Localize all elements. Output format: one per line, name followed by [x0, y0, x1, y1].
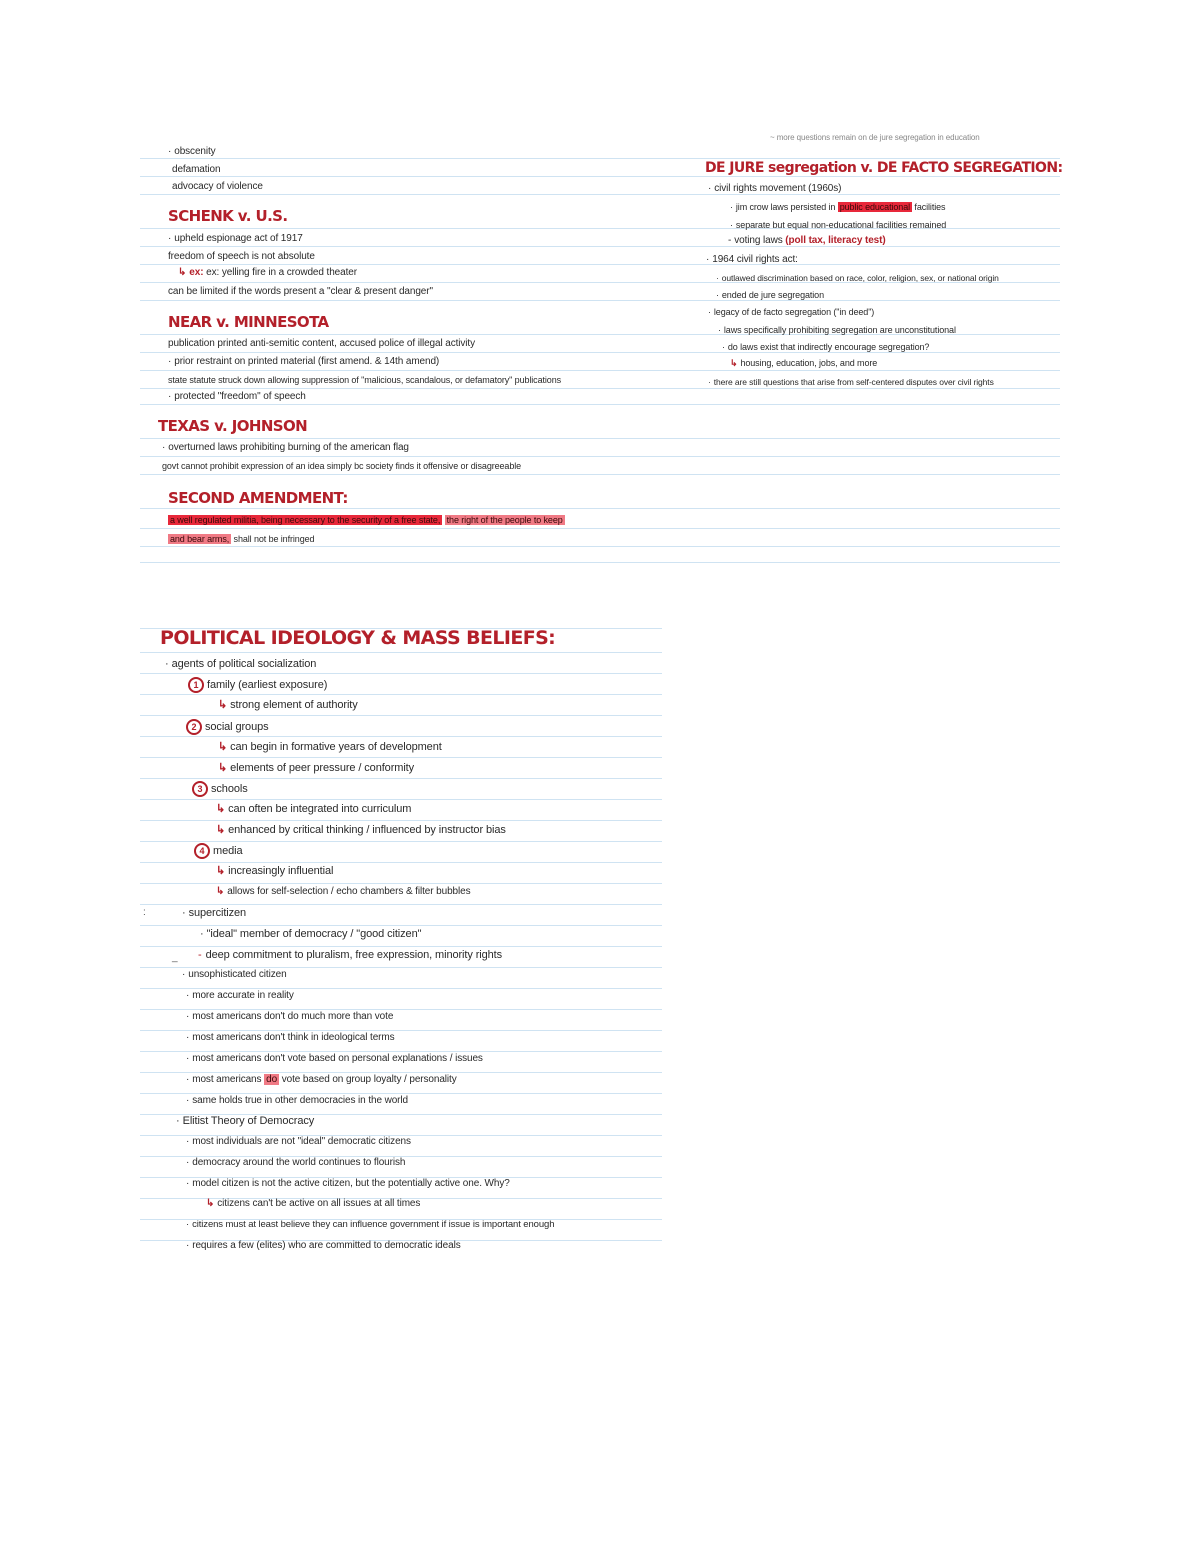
note-line: advocacy of violence	[172, 181, 263, 192]
note-line: ↳ strong element of authority	[218, 699, 358, 711]
note-line: state statute struck down allowing suppression of "malicious, scandalous, or defamatory" publications	[168, 375, 561, 385]
note-line: · do laws exist that indirectly encourage segregation?	[722, 342, 930, 352]
ruled-line	[140, 925, 662, 926]
agent-item: 2 social groups	[186, 719, 269, 735]
ruled-line	[140, 508, 1060, 509]
note-line: · upheld espionage act of 1917	[168, 233, 303, 244]
ruled-line	[140, 194, 1060, 195]
note-line: · most americans don't vote based on personal explanations / issues	[186, 1053, 483, 1064]
note-line: ↳ can begin in formative years of development	[218, 741, 442, 753]
note-line: · same holds true in other democracies in the world	[186, 1095, 408, 1106]
ruled-line	[140, 456, 1060, 457]
ruled-line	[140, 799, 662, 800]
note-line: · ended de jure segregation	[716, 290, 824, 300]
note-line: can be limited if the words present a "clear & present danger"	[168, 286, 433, 297]
ruled-line	[140, 736, 662, 737]
second-amendment-heading: SECOND AMENDMENT:	[168, 489, 348, 507]
political-ideology-heading: POLITICAL IDEOLOGY & MASS BELIEFS:	[160, 627, 556, 649]
note-line: · civil rights movement (1960s)	[708, 183, 842, 194]
ruled-line	[140, 652, 662, 653]
note-line: · jim crow laws persisted in public educational facilities	[730, 202, 946, 212]
note-line: · obscenity	[168, 146, 216, 157]
note-line: ↳ enhanced by critical thinking / influenced by instructor bias	[216, 824, 506, 836]
ruled-line	[140, 904, 662, 905]
ruled-line	[140, 404, 1060, 405]
ruled-line	[140, 300, 1060, 301]
ruled-line	[140, 673, 662, 674]
ruled-line	[140, 264, 1060, 265]
note-line: · agents of political socialization	[165, 658, 317, 670]
ruled-line	[140, 820, 662, 821]
ruled-line	[140, 562, 1060, 563]
note-line: ↳ housing, education, jobs, and more	[730, 358, 878, 368]
note-line: · requires a few (elites) who are committed to democratic ideals	[186, 1240, 461, 1251]
ruled-line	[140, 370, 1060, 371]
note-line: · most individuals are not "ideal" democratic citizens	[186, 1136, 411, 1147]
note-line: · more accurate in reality	[186, 990, 294, 1001]
note-line: ↳ elements of peer pressure / conformity	[218, 762, 415, 774]
margin-mark: _	[172, 952, 178, 963]
note-line: · prior restraint on printed material (first amend. & 14th amend)	[168, 356, 440, 367]
margin-mark: :	[143, 907, 146, 918]
agent-item: 3 schools	[192, 781, 248, 797]
note-line: · unsophisticated citizen	[182, 969, 287, 980]
ruled-line	[140, 158, 1060, 159]
ruled-line	[140, 694, 662, 695]
note-line: · protected "freedom" of speech	[168, 391, 306, 402]
note-line: · model citizen is not the active citizen, but the potentially active one. Why?	[186, 1178, 510, 1189]
note-line: ↳ allows for self-selection / echo chambers & filter bubbles	[216, 886, 471, 897]
agent-item: 1 family (earliest exposure)	[188, 677, 327, 693]
note-line-cut: ~ more questions remain on de jure segregation in education	[770, 133, 980, 142]
note-line: ↳ can often be integrated into curriculum	[216, 803, 412, 815]
note-line: - deep commitment to pluralism, free expression, minority rights	[198, 949, 502, 961]
ruled-line	[140, 883, 662, 884]
ruled-line	[140, 546, 1060, 547]
texas-heading: TEXAS v. JOHNSON	[158, 417, 308, 435]
note-line: · most americans don't think in ideological terms	[186, 1032, 395, 1043]
note-line-highlighted: · most americans do vote based on group loyalty / personality	[186, 1074, 457, 1085]
near-heading: NEAR v. MINNESOTA	[168, 313, 329, 331]
note-line: · "ideal" member of democracy / "good citizen"	[200, 928, 422, 940]
note-line: · there are still questions that arise from self-centered disputes over civil rights	[708, 377, 994, 387]
note-line: · legacy of de facto segregation ("in deed")	[708, 307, 875, 317]
ruled-line	[140, 778, 662, 779]
ruled-line	[140, 715, 662, 716]
schenk-heading: SCHENK v. U.S.	[168, 207, 288, 225]
note-line: · democracy around the world continues to flourish	[186, 1157, 406, 1168]
note-line: · most americans don't do much more than vote	[186, 1011, 394, 1022]
agent-item: 4 media	[194, 843, 242, 859]
note-line: publication printed anti-semitic content, accused police of illegal activity	[168, 338, 476, 349]
note-line: · overturned laws prohibiting burning of the american flag	[162, 442, 409, 453]
ruled-line	[140, 841, 662, 842]
note-line: govt cannot prohibit expression of an idea simply bc society finds it offensive or disagreeable	[162, 461, 522, 471]
ruled-line	[140, 438, 1060, 439]
note-line: · outlawed discrimination based on race, color, religion, sex, or national origin	[716, 273, 999, 283]
note-line: · laws specifically prohibiting segregation are unconstitutional	[718, 325, 956, 335]
ruled-line	[140, 474, 1060, 475]
note-line: · citizens must at least believe they can influence government if issue is important enough	[186, 1219, 555, 1230]
ruled-line	[140, 757, 662, 758]
note-line: freedom of speech is not absolute	[168, 251, 315, 262]
ruled-line	[140, 246, 1060, 247]
note-line: ↳ increasingly influential	[216, 865, 334, 877]
note-line: · separate but equal non-educational facilities remained	[730, 220, 947, 230]
ruled-line	[140, 862, 662, 863]
note-line-highlighted: a well regulated militia, being necessary to the security of a free state, the right of the people to keep	[170, 515, 563, 525]
note-line: - voting laws (poll tax, literacy test)	[728, 235, 886, 246]
de-jure-heading: DE JURE segregation v. DE FACTO SEGREGATION:	[705, 160, 1063, 176]
note-line: defamation	[172, 164, 221, 175]
ruled-line	[140, 528, 1060, 529]
note-line: · 1964 civil rights act:	[706, 254, 798, 265]
note-line: ↳ citizens can't be active on all issues at all times	[206, 1198, 421, 1209]
ruled-line	[140, 176, 1060, 177]
ruled-line	[140, 946, 662, 947]
note-line-highlighted: and bear arms, shall not be infringed	[170, 534, 315, 544]
note-line: ↳ ex: ex: yelling fire in a crowded theater	[178, 267, 357, 278]
note-line: · Elitist Theory of Democracy	[176, 1115, 315, 1127]
note-line: · supercitizen	[182, 907, 247, 919]
